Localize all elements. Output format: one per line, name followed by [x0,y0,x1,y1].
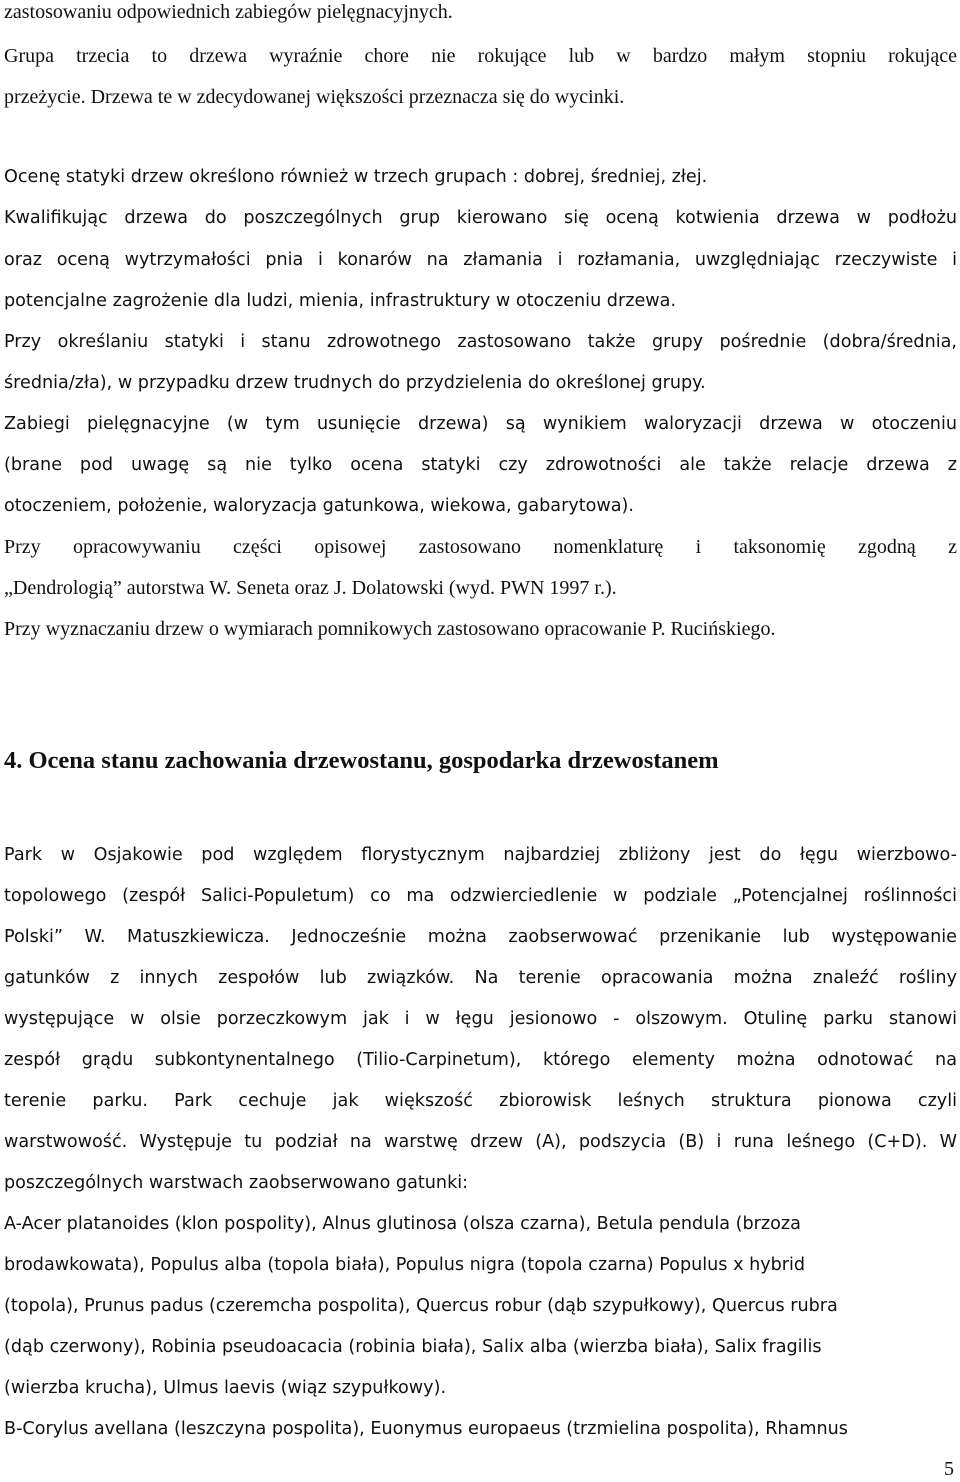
paragraph-line: B-Corylus avellana (leszczyna pospolita), Euonymus europaeus (trzmielina pospolita), Rhamnus [4,1419,848,1439]
paragraph-line: (topola), Prunus padus (czeremcha pospolita), Quercus robur (dąb szypułkowy), Quercus rubra [4,1296,838,1316]
paragraph-line: potencjalne zagrożenie dla ludzi, mienia, infrastruktury w otoczeniu drzewa. [4,291,677,311]
paragraph-line: Grupa trzecia to drzewa wyraźnie chore nie rokujące lub w bardzo małym stopniu rokujące [4,45,957,67]
paragraph-line: (brane pod uwagę są nie tylko ocena statyki czy zdrowotności ale także relacje drzewa z [4,455,957,475]
paragraph-line: zespół grądu subkontynentalnego (Tilio-Carpinetum), którego elementy można odnotować na [4,1050,957,1070]
paragraph-line: (wierzba krucha), Ulmus laevis (wiąz szypułkowy). [4,1378,447,1398]
paragraph-line: Park w Osjakowie pod względem florystycznym najbardziej zbliżony jest do łęgu wierzbowo- [4,845,957,865]
paragraph-line: terenie parku. Park cechuje jak większość zbiorowisk leśnych struktura pionowa czyli [4,1091,957,1111]
paragraph-line: zastosowaniu odpowiednich zabiegów pielęgnacyjnych. [4,1,453,23]
paragraph-line: warstwowość. Występuje tu podział na warstwę drzew (A), podszycia (B) i runa leśnego (C+D). W [4,1132,957,1152]
paragraph-line: poszczególnych warstwach zaobserwowano gatunki: [4,1173,469,1193]
paragraph-line: gatunków z innych zespołów lub związków. Na terenie opracowania można znaleźć rośliny [4,968,957,988]
paragraph-line: oraz oceną wytrzymałości pnia i konarów na złamania i rozłamania, uwzględniając rzeczywiste i [4,250,957,270]
paragraph-line: (dąb czerwony), Robinia pseudoacacia (robinia biała), Salix alba (wierzba biała), Salix fragilis [4,1337,822,1357]
section-heading: 4. Ocena stanu zachowania drzewostanu, gospodarka drzewostanem [4,747,719,774]
page-number: 5 [944,1458,954,1480]
paragraph-line: brodawkowata), Populus alba (topola biała), Populus nigra (topola czarna) Populus x hybrid [4,1255,806,1275]
paragraph-line: Przy opracowywaniu części opisowej zastosowano nomenklaturę i taksonomię zgodną z [4,536,957,558]
paragraph-line: występujące w olsie porzeczkowym jak i w łęgu jesionowo - olszowym. Otulinę parku stanowi [4,1009,957,1029]
paragraph-line: Kwalifikując drzewa do poszczególnych grup kierowano się oceną kotwienia drzewa w podłożu [4,208,957,228]
paragraph-line: Polski” W. Matuszkiewicza. Jednocześnie można zaobserwować przenikanie lub występowanie [4,927,957,947]
paragraph-line: Przy wyznaczaniu drzew o wymiarach pomnikowych zastosowano opracowanie P. Rucińskiego. [4,618,776,640]
paragraph-line: Zabiegi pielęgnacyjne (w tym usunięcie drzewa) są wynikiem waloryzacji drzewa w otoczeniu [4,414,957,434]
paragraph-line: „Dendrologią” autorstwa W. Seneta oraz J. Dolatowski (wyd. PWN 1997 r.). [4,577,617,599]
paragraph-line: otoczeniem, położenie, waloryzacja gatunkowa, wiekowa, gabarytowa). [4,496,635,516]
paragraph-line: przeżycie. Drzewa te w zdecydowanej większości przeznacza się do wycinki. [4,86,625,108]
paragraph-line: średnia/zła), w przypadku drzew trudnych do przydzielenia do określonej grupy. [4,373,706,393]
paragraph-line: Przy określaniu statyki i stanu zdrowotnego zastosowano także grupy pośrednie (dobra/średnia, [4,332,957,352]
paragraph-line: A-Acer platanoides (klon pospolity), Alnus glutinosa (olsza czarna), Betula pendula (brzoza [4,1214,801,1234]
paragraph-line: Ocenę statyki drzew określono również w trzech grupach : dobrej, średniej, złej. [4,167,708,187]
paragraph-line: topolowego (zespół Salici-Populetum) co ma odzwierciedlenie w podziale „Potencjalnej roślinności [4,886,957,906]
